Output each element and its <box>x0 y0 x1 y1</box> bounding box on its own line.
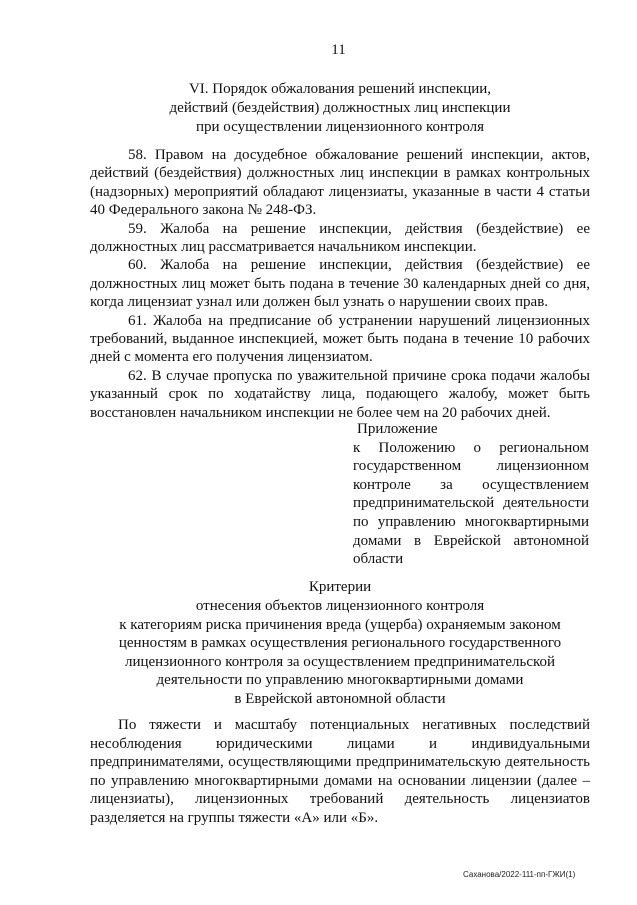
section-heading <box>90 80 590 137</box>
criteria-subtitle <box>90 597 590 709</box>
page-number: 11 <box>331 42 346 58</box>
criteria-subtitle-line: к категориям риска причинения вреда (ущерба) охраняемым законом <box>119 616 561 633</box>
section-heading-line: VI. Порядок обжалования решений инспекции, <box>188 81 492 97</box>
paragraph-58: 58. Правом на досудебное обжалование решений инспекции, актов, действий (бездействия) должностных лиц инспекции в рамках контрольных (надзорных) мероприятий обладают лицензиаты, указанные в части 4 статьи 40 Федерального закона № 248-ФЗ. <box>90 147 590 219</box>
criteria-title: Критерии <box>308 579 372 595</box>
criteria-subtitle-line: деятельности по управлению многоквартирными домами <box>156 672 524 689</box>
paragraph-61: 61. Жалоба на предписание об устранении нарушений лицензионных требований, выданное инспекцией, может быть подана в течение 10 рабочих дней с момента его получения лицензиатом. <box>90 312 590 366</box>
appendix-title: Приложение <box>357 421 438 437</box>
section-heading-line: при осуществлении лицензионного контроля <box>195 119 485 135</box>
criteria-subtitle-line: ценностям в рамках осуществления регионального государственного <box>118 635 562 652</box>
appendix-text: к Положению о региональном государственном лицензионном контроле за осуществлением предпринимательской деятельности по управлению многоквартирными домами в Еврейской автономной области <box>353 439 589 568</box>
appendix-block <box>353 420 589 569</box>
criteria-subtitle-line: в Еврейской автономной области <box>234 690 446 707</box>
section-heading-line: действий (бездействия) должностных лиц инспекции <box>169 100 511 116</box>
paragraph-62: 62. В случае пропуска по уважительной причине срока подачи жалобы указанный срок по ходатайству лица, подающего жалобу, может быть восстановлен начальником инспекции не более чем на 20 рабочих дней. <box>90 367 590 421</box>
section-body <box>90 146 590 422</box>
criteria-subtitle-line: отнесения объектов лицензионного контроля <box>195 598 485 614</box>
criteria-paragraph: По тяжести и масштабу потенциальных негативных последствий несоблюдения юридическими лицами и индивидуальными предпринимателями, осуществляющими предпринимательскую деятельность по управлению многоквартирными домами на основании лицензии (далее – лицензиаты), лицензионных требований деятельность лицензиатов разделяется на группы тяжести «А» или «Б». <box>90 717 590 826</box>
criteria-body <box>90 716 590 828</box>
paragraph-60: 60. Жалоба на решение инспекции, действия (бездействие) ее должностных лиц может быть подана в течение 30 календарных дней со дня, когда лицензиат узнал или должен был узнать о нарушении своих прав. <box>90 257 590 311</box>
paragraph-59: 59. Жалоба на решение инспекции, действия (бездействие) ее должностных лиц рассматривается начальником инспекции. <box>90 220 590 256</box>
criteria-subtitle-line: лицензионного контроля за осуществлением предпринимательской <box>124 653 556 670</box>
document-code: Саханова/2022-111-пп-ГЖИ(1) <box>463 870 576 879</box>
